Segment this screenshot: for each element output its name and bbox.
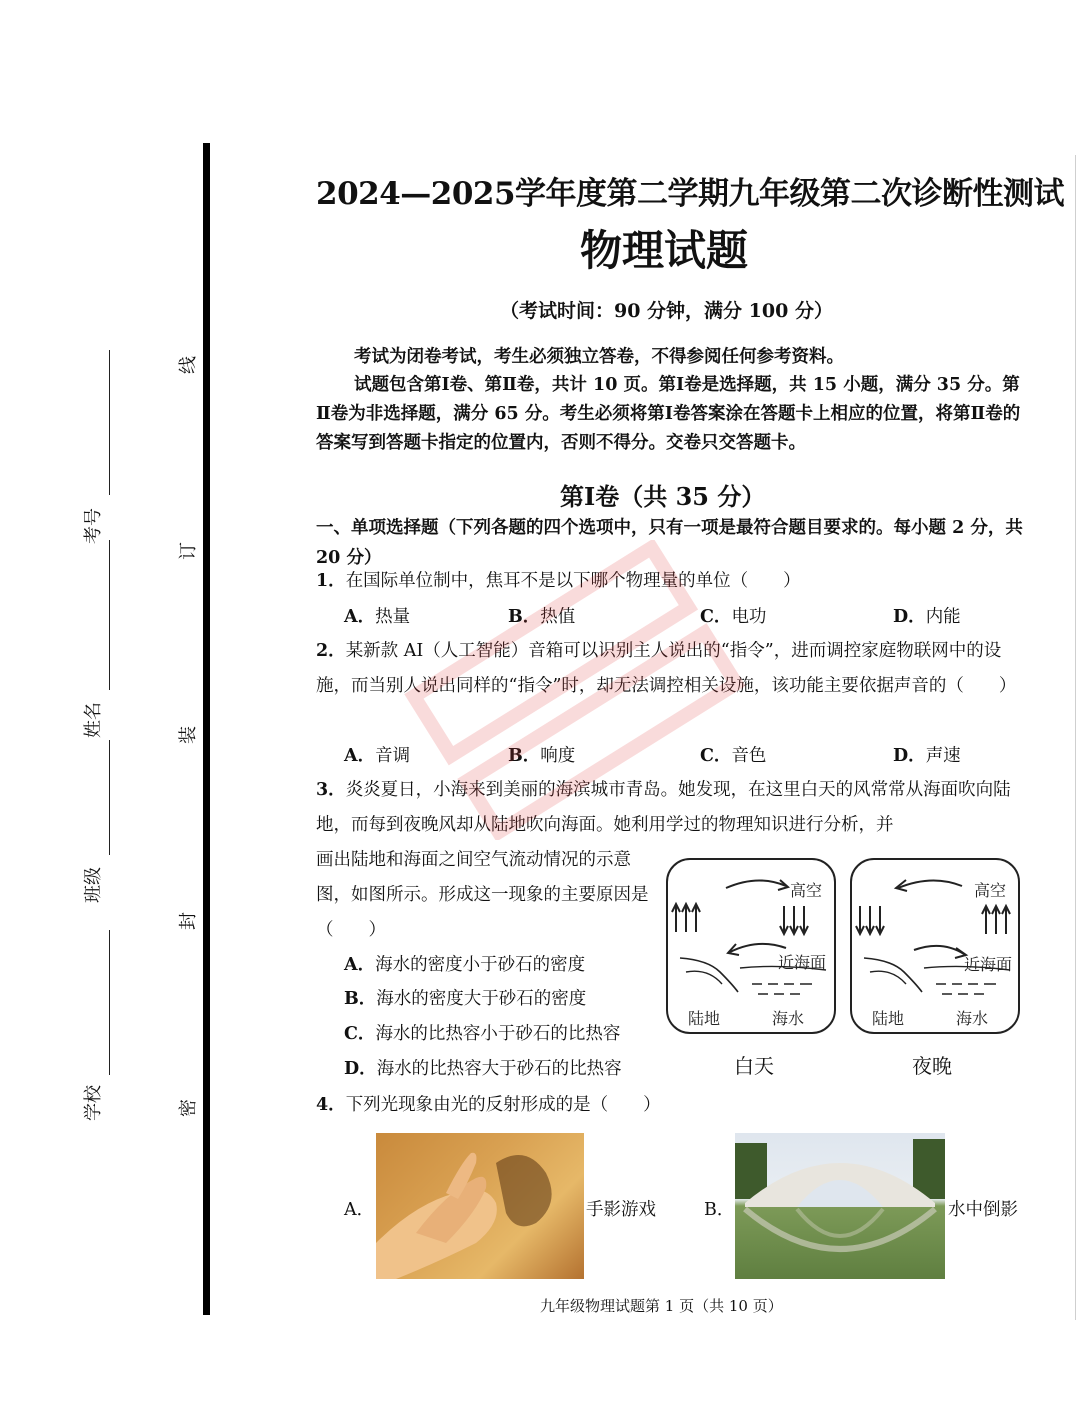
hand-shadow-photo — [376, 1133, 584, 1279]
exam-number-label: 考号 — [83, 508, 104, 544]
subject-title: 物理试题 — [580, 226, 749, 275]
name-line[interactable] — [109, 540, 110, 690]
binding-char-mi: 密 — [178, 1099, 199, 1117]
hand-shadow-illustration — [376, 1133, 584, 1279]
question-text: 下列光现象由光的反射形成的是（ ） — [345, 1095, 661, 1115]
night-high-label: 高空 — [974, 881, 1007, 900]
exam-title: 2024—2025学年度第二学期九年级第二次诊断性测试 — [316, 176, 1065, 212]
question-text: 在国际单位制中，焦耳不是以下哪个物理量的单位（ ） — [345, 571, 801, 591]
night-land-label: 陆地 — [872, 1009, 905, 1028]
binding-char-xian: 线 — [178, 356, 199, 374]
q4-option-a-key[interactable]: A． — [344, 1200, 375, 1220]
bridge-illustration — [735, 1133, 945, 1279]
class-line[interactable] — [109, 740, 110, 855]
page-footer: 九年级物理试题第 1 页（共 10 页） — [540, 1297, 783, 1315]
binding-margin-bar — [203, 143, 210, 1315]
day-caption: 白天 — [734, 1054, 774, 1078]
class-label: 班级 — [83, 867, 104, 903]
night-caption: 夜晚 — [912, 1054, 952, 1078]
question-4 — [316, 1088, 1028, 1123]
day-high-label: 高空 — [790, 881, 823, 900]
section-title: 第Ⅰ卷（共 35 分） — [560, 482, 766, 511]
question-1 — [316, 564, 1028, 599]
q2-option-a[interactable]: A．音调 — [344, 746, 411, 766]
day-land-label: 陆地 — [688, 1009, 721, 1028]
question-number: 3． — [316, 780, 346, 800]
exam-number-line[interactable] — [109, 350, 110, 495]
binding-char-ding: 订 — [178, 542, 199, 560]
part-heading: 一、单项选择题（下列各题的四个选项中，只有一项是最符合题目要求的。每小题 2 分，共 20 分） — [316, 518, 1023, 568]
q3-option-a[interactable]: A．海水的密度小于砂石的密度 — [344, 955, 586, 975]
q4-option-b-text: 水中倒影 — [948, 1200, 1018, 1220]
q2-option-c[interactable]: C．音色 — [700, 746, 767, 766]
question-2 — [316, 634, 1028, 704]
day-near-sea-label: 近海面 — [778, 953, 827, 972]
exam-time-info: （考试时间：90 分钟，满分 100 分） — [500, 300, 833, 322]
night-sea-label: 海水 — [956, 1009, 989, 1028]
day-diagram — [666, 858, 836, 1034]
notice-line-2: 试题包含第Ⅰ卷、第Ⅱ卷，共计 10 页。第Ⅰ卷是选择题，共 15 小题，满分 35 分。第Ⅱ卷为非选择题，满分 65 分。考生必须将第Ⅰ卷答案涂在答题卡上相应的位置，将第Ⅱ卷的答案写到答题卡指定的位置内，否则不得分。交卷只交答题卡。 — [316, 375, 1021, 453]
q1-option-d[interactable]: D．内能 — [893, 607, 961, 627]
question-text: 某新款 AI（人工智能）音箱可以识别主人说出的“指令”，进而调控家庭物联网中的设施，而当别人说出同样的“指令”时，却无法调控相关设施，该功能主要依据声音的（ ） — [316, 641, 1017, 696]
q3-option-d[interactable]: D．海水的比热容大于砂石的比热容 — [344, 1059, 622, 1079]
q1-option-b[interactable]: B．热值 — [508, 607, 576, 627]
question-number: 1． — [316, 571, 346, 591]
q2-option-b[interactable]: B．响度 — [508, 746, 576, 766]
q1-option-a[interactable]: A．热量 — [344, 607, 411, 627]
question-number: 2． — [316, 641, 346, 661]
night-near-sea-label: 近海面 — [964, 955, 1013, 974]
q1-option-c[interactable]: C．电功 — [700, 607, 767, 627]
q3-option-b[interactable]: B．海水的密度大于砂石的密度 — [344, 989, 587, 1009]
name-label: 姓名 — [83, 702, 104, 738]
q3-option-c[interactable]: C．海水的比热容小于砂石的比热容 — [344, 1024, 621, 1044]
question-text: 炎炎夏日，小海来到美丽的海滨城市青岛。她发现，在这里白天的风常常从海面吹向陆地，而每到夜晚风却从陆地吹向海面。她利用学过的物理知识进行分析，并 — [316, 780, 1011, 835]
question-3-continued: 画出陆地和海面之间空气流动情况的示意图，如图所示。形成这一现象的主要原因是（ ） — [316, 850, 649, 940]
school-line[interactable] — [109, 930, 110, 1075]
question-number: 4． — [316, 1095, 346, 1115]
q4-option-b-key[interactable]: B． — [704, 1200, 735, 1220]
q2-option-d[interactable]: D．声速 — [893, 746, 961, 766]
day-sea-label: 海水 — [772, 1009, 805, 1028]
right-edge-line — [1075, 155, 1076, 1320]
notice-line-1: 考试为闭卷考试，考生必须独立答卷，不得参阅任何参考资料。 — [354, 347, 844, 367]
binding-char-zhuang: 装 — [178, 726, 199, 744]
school-label: 学校 — [83, 1085, 104, 1121]
night-diagram — [850, 858, 1020, 1034]
question-3 — [316, 773, 1028, 843]
bridge-reflection-photo — [735, 1133, 945, 1279]
binding-char-feng: 封 — [178, 912, 199, 930]
q4-option-a-text: 手影游戏 — [586, 1200, 656, 1220]
